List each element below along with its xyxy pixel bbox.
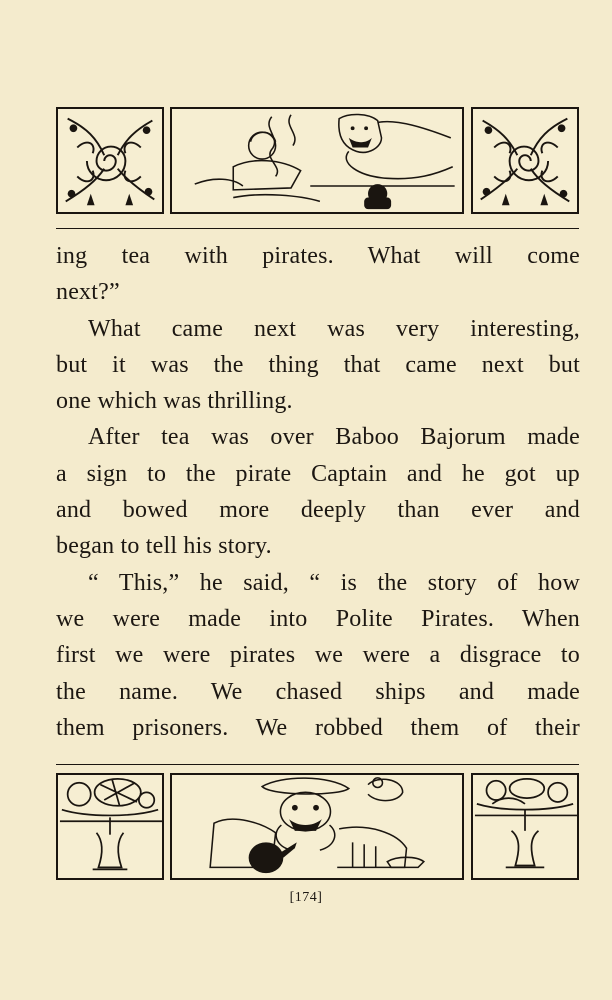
bottom-right-ornament — [471, 773, 579, 880]
text-line: but it was the thing that came next but — [56, 351, 580, 378]
top-left-ornament — [56, 107, 164, 214]
shell-ornament-icon — [473, 109, 577, 212]
text-line: next?” — [56, 279, 120, 306]
top-right-ornament — [471, 107, 579, 214]
text-line: “ This,” he said, “ is the story of how — [88, 569, 580, 596]
bottom-divider — [56, 764, 579, 765]
text-line: What came next was very interesting, — [88, 315, 580, 342]
top-center-illustration — [170, 107, 464, 214]
page-number: [174] — [289, 890, 323, 905]
text-line: a sign to the pirate Captain and he got up — [56, 460, 580, 487]
top-divider — [56, 228, 579, 229]
pirate-pouring-tea-icon — [172, 775, 462, 878]
text-line: After tea was over Baboo Bajorum made — [88, 424, 580, 451]
bottom-center-illustration — [170, 773, 464, 880]
text-line: began to tell his story. — [56, 533, 272, 560]
text-line: and bowed more deeply than ever and — [56, 497, 580, 524]
text-line: ing tea with pirates. What will come — [56, 243, 580, 269]
text-line: them prisoners. We robbed them of their — [56, 714, 580, 741]
bottom-left-ornament — [56, 773, 164, 880]
text-line: first we were pirates we were a disgrace to — [56, 642, 580, 669]
shell-ornament-icon — [58, 109, 162, 212]
text-line: the name. We chased ships and made — [56, 678, 580, 705]
fruit-bowl-icon — [58, 775, 162, 878]
tea-party-scene-icon — [172, 109, 462, 212]
fruit-bowl-icon — [473, 775, 577, 878]
text-line: one which was thrilling. — [56, 388, 293, 415]
text-line: we were made into Polite Pirates. When — [56, 605, 580, 632]
body-text — [56, 238, 580, 746]
